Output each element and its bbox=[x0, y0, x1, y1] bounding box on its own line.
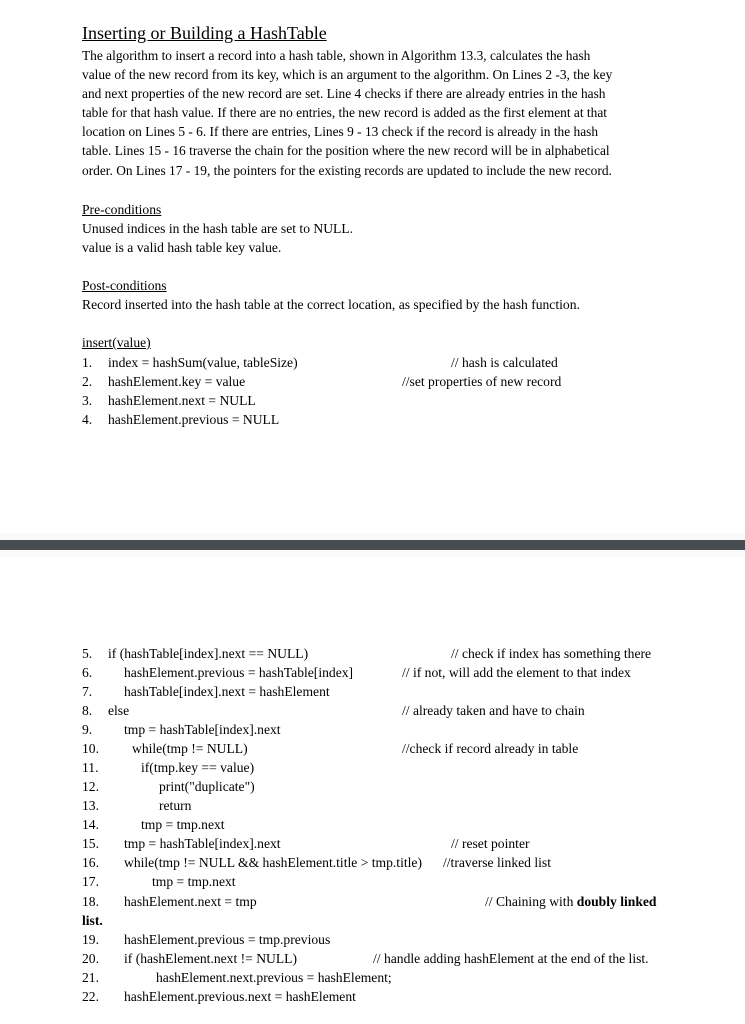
code-line: if (hashTable[index].next == NULL) bbox=[108, 646, 309, 661]
code-line: return bbox=[159, 798, 192, 813]
line-number: 18. bbox=[82, 894, 99, 909]
line-number: 12. bbox=[82, 779, 99, 794]
precondition-line: Unused indices in the hash table are set to NULL. bbox=[82, 221, 354, 236]
code-line: hashElement.key = value bbox=[108, 374, 246, 389]
code-comment bbox=[485, 895, 656, 909]
comment-bold-text: doubly linked bbox=[576, 894, 657, 909]
code-comment: //traverse linked list bbox=[443, 855, 551, 870]
code-comment: // handle adding hashElement at the end of the list. bbox=[373, 951, 649, 966]
code-line: while(tmp != NULL && hashElement.title > tmp.title) bbox=[124, 855, 422, 870]
code-line: hashTable[index].next = hashElement bbox=[124, 684, 330, 699]
code-comment: // already taken and have to chain bbox=[402, 703, 585, 718]
code-comment: //set properties of new record bbox=[402, 374, 562, 389]
line-number: 17. bbox=[82, 874, 99, 889]
line-number: 8. bbox=[82, 703, 93, 718]
comment-text: // Chaining with bbox=[485, 894, 574, 909]
code-line: hashElement.next = NULL bbox=[108, 393, 256, 408]
code-comment: //check if record already in table bbox=[402, 741, 579, 756]
line-number: 20. bbox=[82, 951, 99, 966]
intro-paragraph bbox=[82, 46, 682, 180]
line-number: 4. bbox=[82, 412, 93, 427]
line-number: 9. bbox=[82, 722, 93, 737]
code-line: hashElement.previous = NULL bbox=[108, 412, 280, 427]
intro-line: location on Lines 5 - 6. If there are entries, Lines 9 - 13 check if the record is already in the hash bbox=[82, 124, 599, 140]
line-number: 21. bbox=[82, 970, 99, 985]
postconditions-heading: Post-conditions bbox=[82, 278, 167, 293]
postcondition-line: Record inserted into the hash table at the correct location, as specified by the hash function. bbox=[82, 297, 580, 312]
intro-line: order. On Lines 17 - 19, the pointers for the existing records are updated to include the new record. bbox=[82, 162, 612, 178]
code-line: print("duplicate") bbox=[159, 779, 255, 794]
line-number: 14. bbox=[82, 817, 99, 832]
line-number: 15. bbox=[82, 836, 99, 851]
intro-line: value of the new record from its key, which is an argument to the algorithm. On Lines 2 -3, the key bbox=[82, 67, 613, 83]
code-line: tmp = tmp.next bbox=[141, 817, 225, 832]
code-line: hashElement.previous.next = hashElement bbox=[124, 989, 356, 1004]
code-line: hashElement.next.previous = hashElement; bbox=[156, 970, 392, 985]
line-number: 7. bbox=[82, 684, 93, 699]
function-signature: insert(value) bbox=[82, 335, 151, 350]
line-number: 16. bbox=[82, 855, 99, 870]
code-line: hashElement.previous = tmp.previous bbox=[124, 932, 331, 947]
line-number: 1. bbox=[82, 355, 93, 370]
precondition-line: value is a valid hash table key value. bbox=[82, 240, 282, 255]
code-comment: // if not, will add the element to that index bbox=[402, 665, 631, 680]
line-number: 22. bbox=[82, 989, 99, 1004]
section-title: Inserting or Building a HashTable bbox=[82, 23, 327, 43]
line-number: 11. bbox=[82, 760, 99, 775]
code-line: index = hashSum(value, tableSize) bbox=[108, 355, 298, 370]
line-number: 19. bbox=[82, 932, 99, 947]
preconditions-heading: Pre-conditions bbox=[82, 202, 162, 217]
wrapped-comment-text: list. bbox=[82, 913, 103, 928]
code-line: tmp = hashTable[index].next bbox=[124, 836, 281, 851]
line-number: 5. bbox=[82, 646, 93, 661]
code-line: else bbox=[108, 703, 130, 718]
intro-line: The algorithm to insert a record into a hash table, shown in Algorithm 13.3, calculates the hash bbox=[82, 48, 591, 63]
code-comment: // reset pointer bbox=[451, 836, 530, 851]
line-number: 10. bbox=[82, 741, 99, 756]
code-line: tmp = hashTable[index].next bbox=[124, 722, 281, 737]
line-number: 2. bbox=[82, 374, 93, 389]
page-divider bbox=[0, 540, 745, 550]
code-line: hashElement.next = tmp bbox=[124, 894, 257, 909]
code-comment: // check if index has something there bbox=[451, 646, 652, 661]
code-line: if(tmp.key == value) bbox=[141, 760, 255, 775]
intro-line: and next properties of the new record are set. Line 4 checks if there are already entries in the hash bbox=[82, 86, 606, 102]
code-comment: // hash is calculated bbox=[451, 355, 558, 370]
line-number: 13. bbox=[82, 798, 99, 813]
line-number: 6. bbox=[82, 665, 93, 680]
line-number: 3. bbox=[82, 393, 93, 408]
intro-line: table for that hash value. If there are no entries, the new record is added as the first element at that bbox=[82, 105, 607, 121]
code-line: if (hashElement.next != NULL) bbox=[124, 951, 298, 966]
code-line: hashElement.previous = hashTable[index] bbox=[124, 665, 354, 680]
code-line: tmp = tmp.next bbox=[152, 874, 236, 889]
intro-line: table. Lines 15 - 16 traverse the chain for the position where the new record will be in alphabetical bbox=[82, 143, 610, 159]
code-line: while(tmp != NULL) bbox=[132, 741, 248, 756]
